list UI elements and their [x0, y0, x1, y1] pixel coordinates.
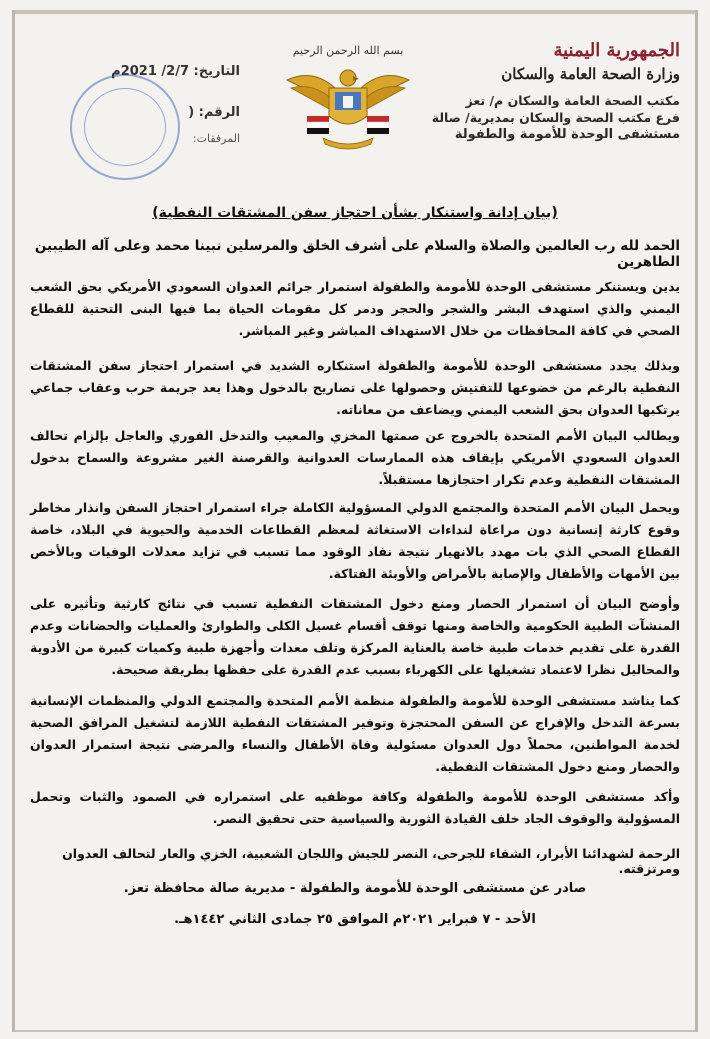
hospital-name: مستشفى الوحدة للأمومة والطفولة — [454, 127, 680, 142]
republic-name: الجمهورية اليمنية — [553, 40, 680, 61]
office-line-1: مكتب الصحة العامة والسكان م/ تعز — [465, 93, 680, 108]
attachments-field: المرفقات: — [192, 132, 240, 145]
yemen-eagle-emblem-icon — [283, 60, 413, 152]
ministry-name: وزارة الصحة العامة والسكان — [501, 65, 680, 83]
basmala: بسم الله الرحمن الرحيم — [292, 44, 404, 57]
date-field: التاريخ: 2/7/ 2021م — [111, 64, 240, 79]
statement-title: (بيان إدانة واستنكار بشأن احتجاز سفن المشتقات النفطية) — [152, 205, 558, 221]
official-stamp-icon — [70, 74, 180, 180]
page-border-bottom — [12, 1030, 698, 1032]
footer-date: الأحد - ٧ فبراير ٢٠٢١م الموافق ٢٥ جمادى الثاني ١٤٤٢هـ. — [174, 912, 536, 927]
paragraph-7: وأكد مستشفى الوحدة للأمومة والطفولة وكافة موظفيه على استمراره في الصمود والثبات وتحمل المسؤولية والوقوف الجاد خلف القيادة الثورية والسياسية حتى تحقيق النصر. — [30, 789, 680, 826]
paragraph-4: ويحمل البيان الأمم المتحدة والمجتمع الدولي المسؤولية الكاملة جراء استمرار احتجاز السفن وانذار مخاطر وقوع كارثة إنسانية دون مراعاة لنداءات الاستغاثة لمعظم القطاعات الخدمية والحيوية في البلاد، خاصة القطاع الصحي الذي بات مهدد بالانهيار نتيجة نفاد الوقود مما تسبب في تزايد معدلات الوفيات وبالأخص بين الأمهات والأطفال والإصابة بالأمراض والأوبئة الفتاكة. — [30, 500, 680, 581]
paragraph-1: يدين ويستنكر مستشفى الوحدة للأمومة والطفولة استمرار جرائم العدوان السعودي الأمريكي بحق الشعب اليمني والذي استهدف البشر والشجر والحجر ودمر كل مقومات الحياة بما فيها البنى التحتية للقطاع الصحي في كافة المحافظات من خلال الاستهداف المباشر وغير المباشر. — [30, 279, 680, 338]
greeting-line: الحمد لله رب العالمين والصلاة والسلام على أشرف الخلق والمرسلين نبينا محمد وعلى آله الطيبين الطاهرين — [34, 238, 680, 270]
issuer-line: صادر عن مستشفى الوحدة للأمومة والطفولة - مديرية صالة محافظة تعز. — [123, 881, 587, 896]
page-border-top — [12, 10, 698, 14]
page-border-left — [12, 10, 15, 1032]
page-border-right — [695, 10, 698, 1032]
paragraph-6: كما يناشد مستشفى الوحدة للأمومة والطفولة منظمة الأمم المتحدة والمجتمع الدولي والمنظمات الإنسانية بسرعة التدخل والإفراج عن السفن المحتجزة وتوفير المشتقات النفطية اللازمة لتشغيل المرافق الصحية لخدمة المواطنين، محملاً دول العدوان مسئولية وفاة الأطفال والنساء والمرضى نتيجة استمرار العدوان والحصار ومنع دخول المشتقات النفطية. — [30, 693, 680, 774]
paragraph-5: وأوضح البيان أن استمرار الحصار ومنع دخول المشتقات النفطية تسبب في نتائج كارثية وتأثيره على المنشآت الطبية الحكومية والخاصة ومنها توقف أقسام غسيل الكلى والطوارئ والعمليات والحضانات وعدم القدرة على تقديم خدمات طبية خاصة بالعناية المركزة وتلف معدات وأجهزة طبية وكميات كبيرة من الأدوية والمحاليل نظرا لاعتماد تشغيلها على الكهرباء بسبب عدم القدرة على حفظها بطريقة صحيحة. — [30, 596, 680, 677]
emblem — [283, 44, 413, 154]
closing-line: الرحمة لشهدائنا الأبرار، الشفاء للجرحى، النصر للجيش واللجان الشعبية، الخزي والعار لتحالف العدوان ومرتزقته. — [62, 846, 680, 876]
paragraph-2: وبذلك يجدد مستشفى الوحدة للأمومة والطفولة استنكاره الشديد في استمرار احتجاز سفن المشتقات النفطية بالرغم من خضوعها للتفتيش وحصولها على تصاريح بالدخول وهذا يعد جريمة حرب وعقاب جماعي يرتكبها العدوان بحق الشعب اليمني ويضاعف من معاناته. — [30, 358, 680, 417]
letterhead-right — [420, 40, 680, 142]
office-line-2: فرع مكتب الصحة والسكان بمديرية/ صالة — [431, 110, 680, 125]
reference-number-field: الرقم: ( — [188, 105, 240, 120]
paragraph-3: ويطالب البيان الأمم المتحدة بالخروج عن صمتها المخزي والمعيب والتدخل الفوري والعاجل بإلزام تحالف العدوان السعودي الأمريكي بإيقاف هذه الممارسات العدوانية والقرصنة الغير مشروعة والسماح بدخول المشتقات النفطية وعدم تكرار احتجازها مستقبلاً. — [30, 428, 680, 487]
